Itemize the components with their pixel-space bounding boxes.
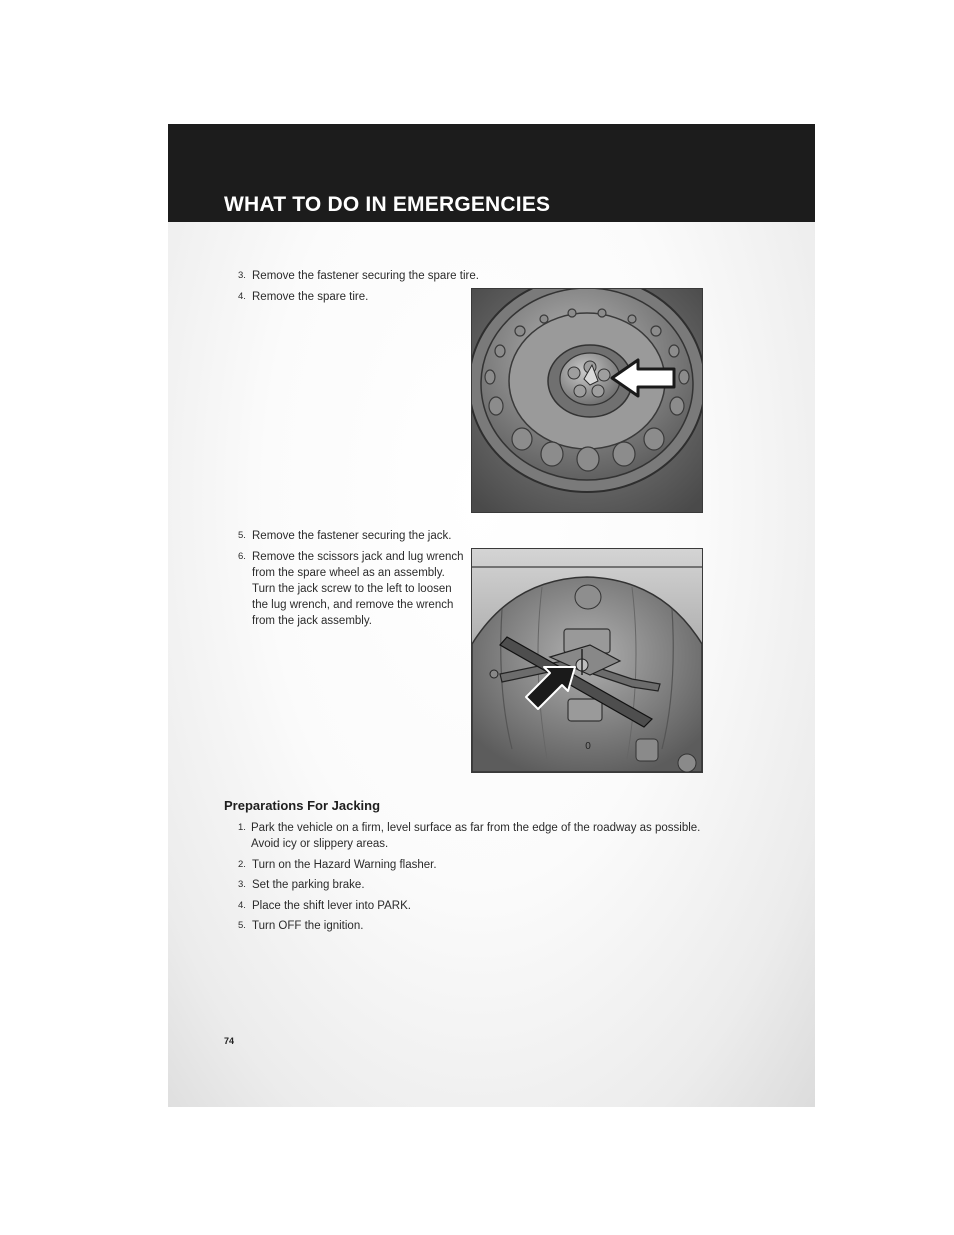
list-item [238, 549, 466, 629]
step-number: 1. [238, 822, 246, 833]
list-item [238, 820, 708, 852]
step-number: 3. [238, 879, 246, 890]
step-text: Remove the scissors jack and lug wrench from the spare wheel as an assembly. Turn the jack screw to the left to loosen the lug wrench, and remove the wrench from the jack assembly. [252, 551, 464, 627]
section-heading: Preparations For Jacking [224, 798, 381, 813]
jack-illustration [472, 549, 702, 772]
spare-tire-illustration [472, 289, 702, 512]
list-item [238, 528, 468, 544]
list-item [238, 289, 458, 305]
step-text: Set the parking brake. [252, 879, 365, 891]
page-number: 74 [224, 1036, 235, 1046]
step-number: 6. [238, 551, 246, 562]
step-number: 5. [238, 920, 246, 931]
step-number: 4. [238, 900, 246, 911]
chapter-header [168, 124, 815, 222]
step-number: 2. [238, 859, 246, 870]
step-text: Turn on the Hazard Warning flasher. [252, 859, 437, 871]
manual-page [168, 124, 815, 1107]
list-item [238, 918, 708, 934]
step-number: 4. [238, 291, 246, 302]
spare-tire-figure [471, 288, 703, 513]
list-item [238, 877, 708, 893]
list-item [238, 268, 498, 284]
list-item [238, 898, 708, 914]
jack-figure [471, 548, 703, 773]
step-text: Remove the fastener securing the spare tire. [252, 270, 479, 282]
step-text: Park the vehicle on a firm, level surface as far from the edge of the roadway as possible. Avoid icy or slippery areas. [251, 822, 701, 850]
list-item [238, 857, 708, 873]
step-text: Remove the fastener securing the jack. [252, 530, 452, 542]
step-text: Remove the spare tire. [252, 291, 369, 303]
step-number: 5. [238, 530, 246, 541]
step-text: Place the shift lever into PARK. [252, 900, 411, 912]
jack-well-marking: 0 [585, 741, 591, 752]
step-text: Turn OFF the ignition. [252, 920, 364, 932]
step-number: 3. [238, 270, 246, 281]
chapter-title: WHAT TO DO IN EMERGENCIES [224, 193, 551, 216]
